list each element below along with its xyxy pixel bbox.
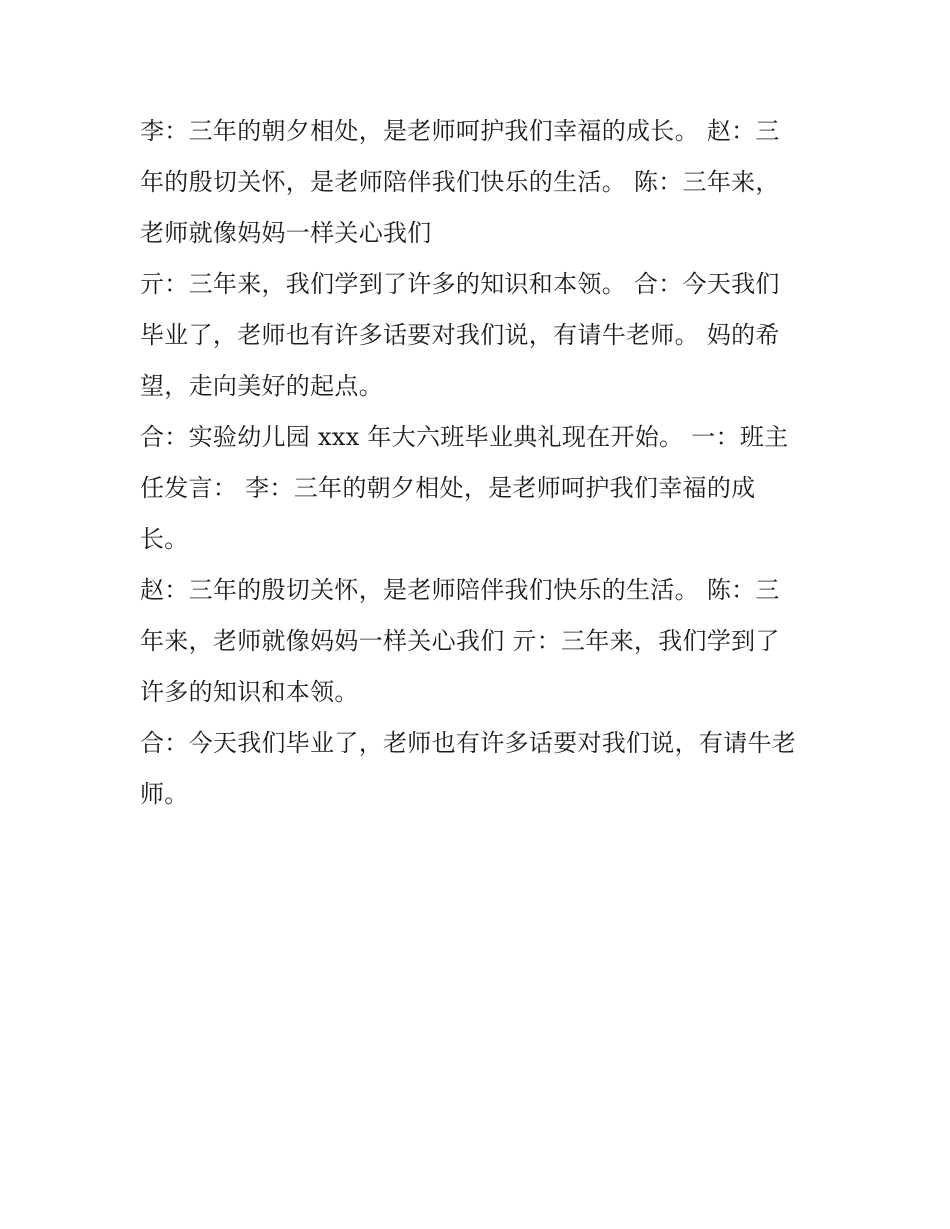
text-line: 毕业了，老师也有许多话要对我们说，有请牛老师。 妈的希 — [140, 321, 780, 349]
text-line: 师。 — [140, 780, 189, 808]
paragraph — [140, 106, 820, 259]
text-line: 长。 — [140, 525, 189, 553]
paragraph — [140, 259, 820, 412]
document-body — [140, 106, 820, 820]
text-line: 合：实验幼儿园 xxx 年大六班毕业典礼现在开始。 一：班主 — [140, 423, 789, 451]
text-line: 任发言： 李：三年的朝夕相处，是老师呵护我们幸福的成 — [140, 474, 756, 502]
paragraph — [140, 565, 820, 718]
paragraph — [140, 718, 820, 820]
paragraph — [140, 412, 820, 565]
text-line: 望，走向美好的起点。 — [140, 372, 383, 400]
text-line: 亓：三年来，我们学到了许多的知识和本领。 合：今天我们 — [140, 270, 780, 298]
text-line: 许多的知识和本领。 — [140, 678, 359, 706]
text-line: 老师就像妈妈一样关心我们 — [140, 219, 432, 247]
text-line: 年的殷切关怀，是老师陪伴我们快乐的生活。 陈：三年来， — [140, 168, 780, 196]
text-line: 年来，老师就像妈妈一样关心我们 亓：三年来，我们学到了 — [140, 627, 780, 655]
text-line: 合：今天我们毕业了，老师也有许多话要对我们说，有请牛老 — [140, 729, 797, 757]
text-line: 赵：三年的殷切关怀，是老师陪伴我们快乐的生活。 陈：三 — [140, 576, 780, 604]
text-line: 李：三年的朝夕相处，是老师呵护我们幸福的成长。 赵：三 — [140, 117, 780, 145]
